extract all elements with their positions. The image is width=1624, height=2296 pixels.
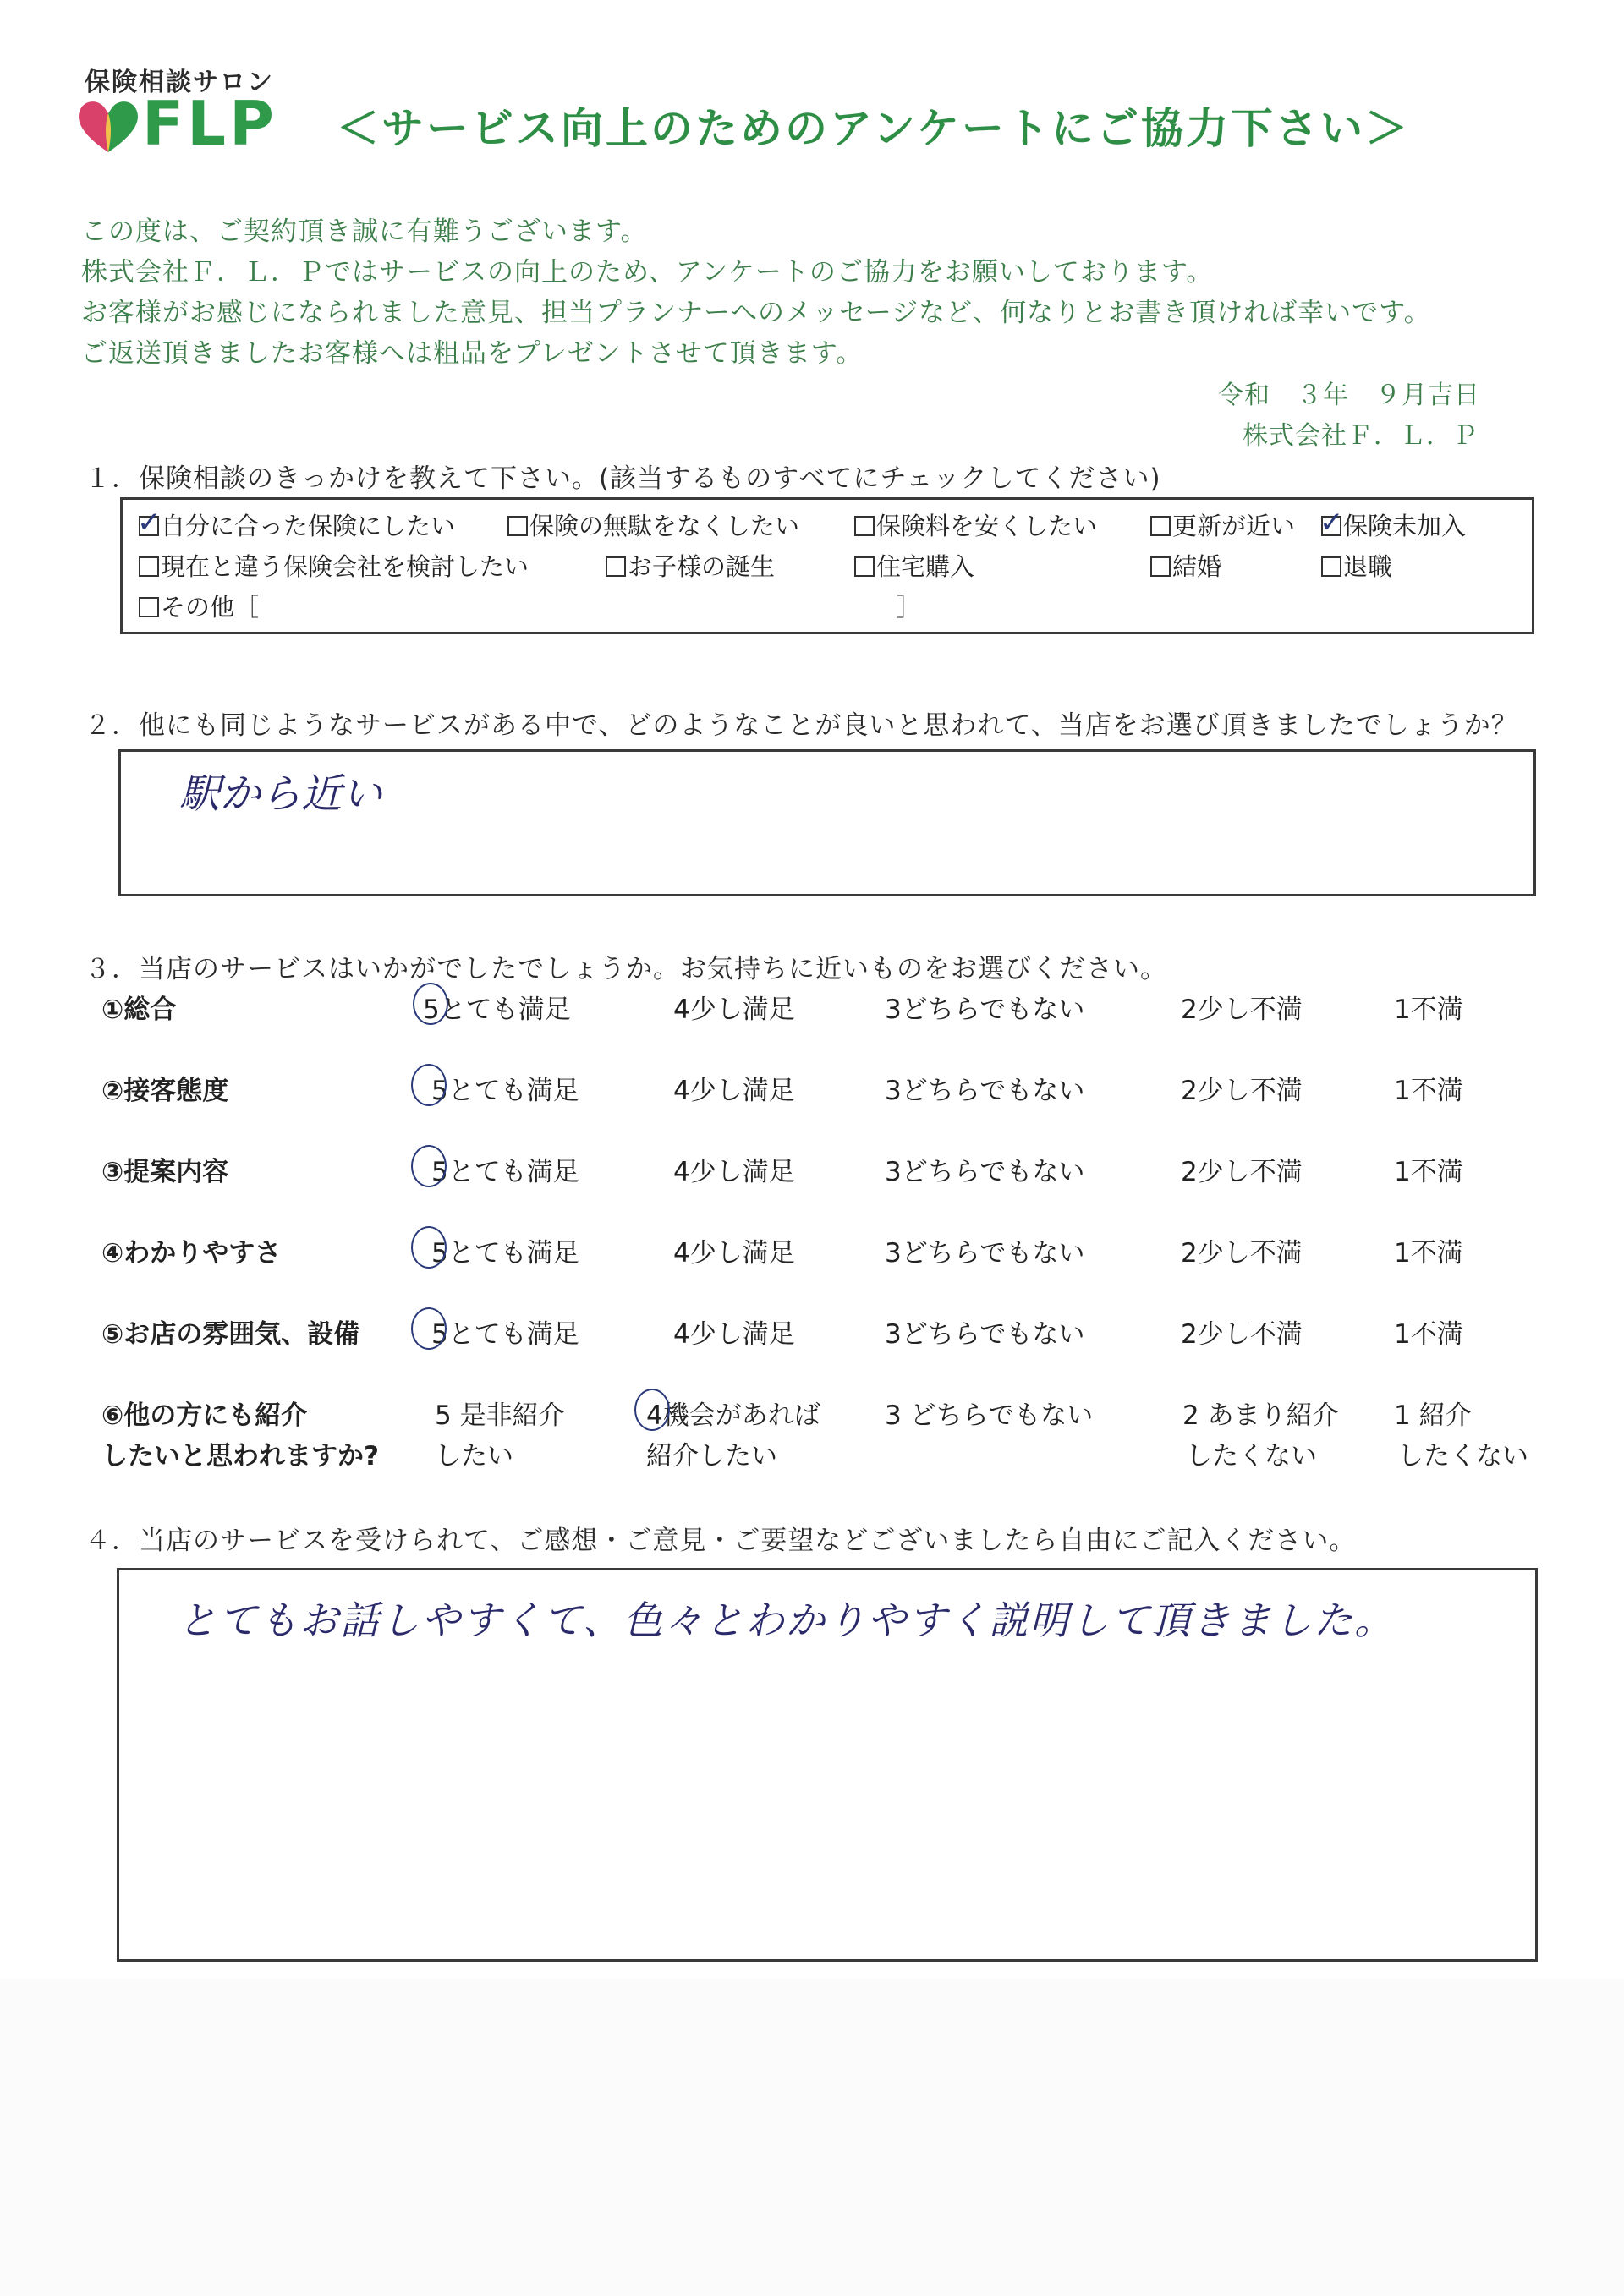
rating-option-1[interactable]: 1不満 [1394,1238,1463,1269]
rating-option-5[interactable]: 5とても満足 [423,988,571,1026]
checkbox[interactable] [1321,556,1341,577]
checkbox[interactable] [854,516,875,536]
checkbox[interactable] [1150,516,1171,536]
company-line: 株式会社Ｆ．Ｌ．Ｐ [1243,421,1479,451]
option-other[interactable]: その他［ [139,589,259,623]
rating-option-3[interactable]: 3どちらでもない [885,1076,1085,1106]
checkbox[interactable] [139,597,159,617]
option-other-company[interactable]: 現在と違う保険会社を検討したい [139,548,529,583]
rating-row-label: ⑤お店の雰囲気、設備 [102,1319,360,1350]
option-child-birth[interactable]: お子様の誕生 [606,548,775,583]
checkbox[interactable] [606,556,626,577]
checkbox[interactable] [1320,506,1344,540]
option-marriage[interactable]: 結婚 [1150,548,1221,583]
brand-logo: FLP [142,88,277,159]
check-mark-icon: ✓ [137,506,162,540]
salon-label: 保険相談サロン [85,68,274,97]
rating-option-2[interactable]: 2少し不満 [1181,995,1303,1025]
question-1: １．保険相談のきっかけを教えて下さい。(該当するものすべてにチェックしてください) [85,463,1161,494]
rating-row-label: ①総合 [102,995,177,1025]
referral-option-1[interactable]: 1 紹介 [1394,1400,1472,1431]
checkbox[interactable] [508,516,528,536]
rating-option-3[interactable]: 3どちらでもない [885,1238,1085,1269]
intro-line-1: この度は、ご契約頂き誠に有難うございます。 [81,216,648,247]
referral-option-3[interactable]: 3 どちらでもない [885,1400,1094,1431]
rating-option-3[interactable]: 3どちらでもない [885,1157,1085,1187]
q2-handwritten-answer: 駅から近い [179,770,383,818]
option-renewal-near[interactable]: 更新が近い [1150,507,1295,542]
rating-option-2[interactable]: 2少し不満 [1181,1238,1303,1269]
referral-option-4[interactable]: 4機会があれば [646,1394,820,1432]
rating-option-4[interactable]: 4少し満足 [673,1157,795,1187]
rating-option-2[interactable]: 2少し不満 [1181,1157,1303,1187]
question-2: ２．他にも同じようなサービスがある中で、どのようなことが良いと思われて、当店をお選び頂きましたでしょうか？ [85,710,1518,741]
rating-option-1[interactable]: 1不満 [1394,995,1463,1025]
q4-handwritten-answer: とてもお話しやすくて、色々とわかりやすく説明して頂きました。 [178,1597,1396,1643]
intro-line-2: 株式会社Ｆ．Ｌ．Ｐではサービスの向上のため、アンケートのご協力をお願いしております。 [81,257,1214,288]
rating-option-5[interactable]: 5とても満足 [431,1069,579,1107]
selection-circle-icon [634,1389,670,1431]
page-title: ＜サービス向上のためのアンケートにご協力下さい＞ [337,104,1410,153]
rating-option-3[interactable]: 3どちらでもない [885,995,1085,1025]
rating-option-2[interactable]: 2少し不満 [1181,1076,1303,1106]
rating-option-5[interactable]: 5とても満足 [431,1312,579,1351]
heart-logo-icon [74,93,142,157]
checkbox[interactable] [139,556,159,577]
selection-circle-icon [411,1307,447,1350]
referral-option-5-line-2: したい [435,1441,513,1471]
option-suits-me[interactable]: ✓ 自分に合った保険にしたい [137,506,456,540]
referral-option-1-line-2: したくない [1397,1441,1528,1471]
referral-option-2-line-2: したくない [1186,1441,1317,1471]
checkbox[interactable] [137,506,162,540]
referral-label-line-1: ⑥他の方にも紹介 [102,1400,308,1431]
rating-row-label: ③提案内容 [102,1157,229,1187]
rating-option-4[interactable]: 4少し満足 [673,1238,795,1269]
check-mark-icon: ✓ [1320,506,1344,540]
other-close-bracket: ］ [897,593,922,622]
referral-label-line-2: したいと思われますか? [102,1441,379,1471]
rating-row-label: ④わかりやすさ [102,1238,282,1269]
selection-circle-icon [411,1145,447,1187]
selection-circle-icon [411,1064,447,1106]
rating-option-2[interactable]: 2少し不満 [1181,1319,1303,1350]
question-3: ３．当店のサービスはいかがでしたでしょうか。お気持ちに近いものをお選びください。 [85,954,1167,984]
rating-option-4[interactable]: 4少し満足 [673,1319,795,1350]
option-retirement[interactable]: 退職 [1321,548,1392,583]
rating-option-1[interactable]: 1不満 [1394,1076,1463,1106]
option-uninsured[interactable]: ✓ 保険未加入 [1320,506,1467,540]
checkbox[interactable] [854,556,875,577]
referral-option-2[interactable]: 2 あまり紹介 [1182,1400,1339,1431]
date-line: 令和 ３年 ９月吉日 [1218,381,1480,410]
rating-option-4[interactable]: 4少し満足 [673,1076,795,1106]
selection-circle-icon [411,1226,447,1269]
rating-option-1[interactable]: 1不満 [1394,1319,1463,1350]
checkbox[interactable] [1150,556,1171,577]
referral-option-4-line-2: 紹介したい [646,1441,777,1471]
rating-option-4[interactable]: 4少し満足 [673,995,795,1025]
selection-circle-icon [413,983,448,1025]
option-home-purchase[interactable]: 住宅購入 [854,548,974,583]
intro-line-4: ご返送頂きましたお客様へは粗品をプレゼントさせて頂きます。 [81,338,864,369]
rating-option-3[interactable]: 3どちらでもない [885,1319,1085,1350]
intro-line-3: お客様がお感じになられました意見、担当プランナーへのメッセージなど、何なりとお書き頂ければ幸いです。 [81,298,1431,328]
rating-row-label: ②接客態度 [102,1076,229,1106]
rating-option-5[interactable]: 5とても満足 [431,1231,579,1269]
referral-option-5[interactable]: 5 是非紹介 [435,1400,565,1431]
rating-option-5[interactable]: 5とても満足 [431,1150,579,1188]
question-4: ４．当店のサービスを受けられて、ご感想・ご意見・ご要望などございましたら自由にご記入ください。 [85,1526,1357,1556]
option-reduce-waste[interactable]: 保険の無駄をなくしたい [508,507,799,542]
page-bottom-margin [0,1979,1624,2296]
option-cheaper-premium[interactable]: 保険料を安くしたい [854,507,1097,542]
rating-option-1[interactable]: 1不満 [1394,1157,1463,1187]
